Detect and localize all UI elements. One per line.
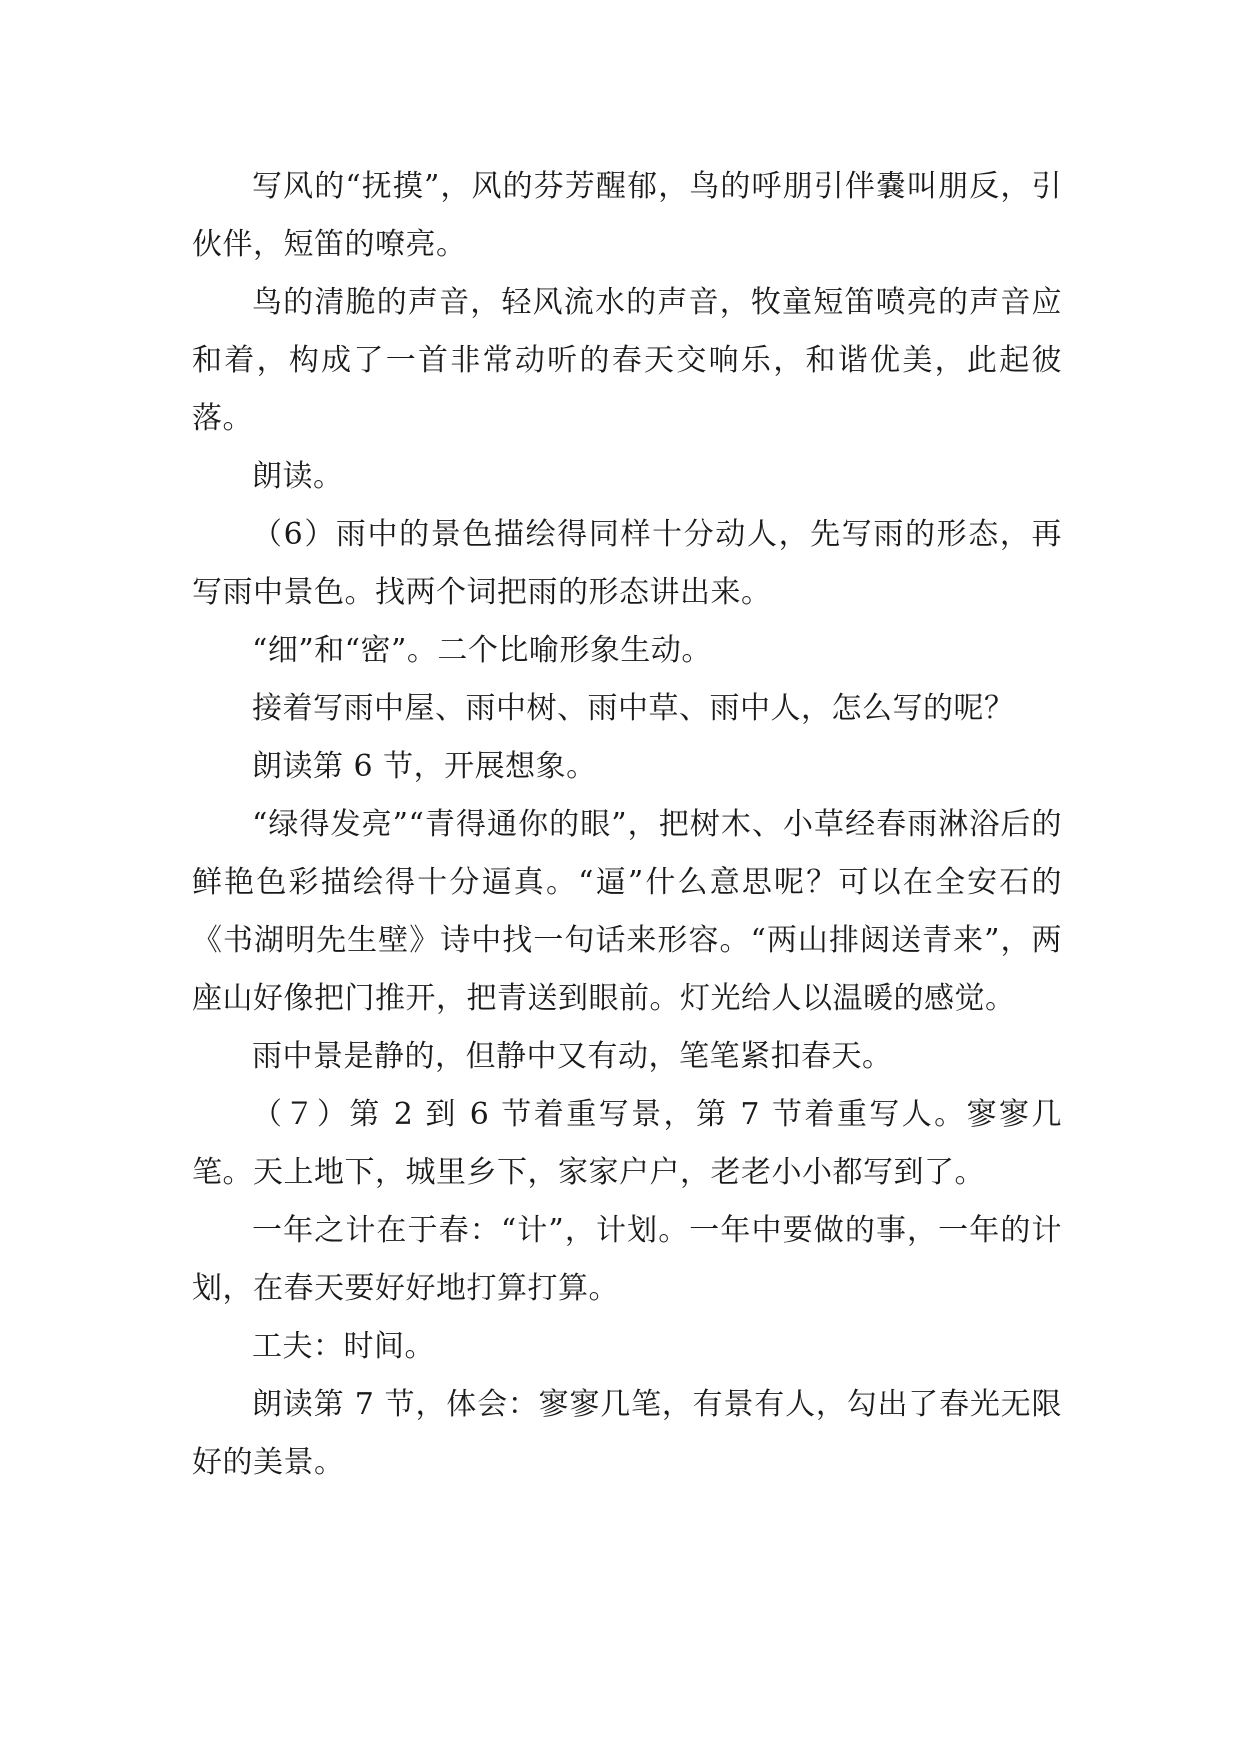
paragraph: 朗读。: [252, 459, 344, 494]
paragraph: 朗读第 7 节，体会：寥寥几笔，有景有人，勾出了春光无限好的美景。: [192, 1387, 1062, 1480]
document-page: [192, 158, 1062, 1492]
paragraph: （6）雨中的景色描绘得同样十分动人，先写雨的形态，再写雨中景色。找两个词把雨的形态讲出来。: [192, 517, 1062, 610]
paragraph: “绿得发亮”“青得通你的眼”，把树木、小草经春雨淋浴后的鲜艳色彩描绘得十分逼真。“逼”什么意思呢？可以在全安石的《书湖明先生壁》诗中找一句话来形容。“两山排闼送青来”，两座山好像把门推开，把青送到眼前。灯光给人以温暖的感觉。: [192, 807, 1062, 1016]
paragraph: 写风的“抚摸”，风的芬芳醒郁，鸟的呼朋引伴嚢叫朋反，引伙伴，短笛的嘹亮。: [192, 169, 1062, 262]
paragraph: 鸟的清脆的声音，轻风流水的声音，牧童短笛喷亮的声音应和着，构成了一首非常动听的春天交响乐，和谐优美，此起彼落。: [192, 285, 1062, 436]
paragraph: 工夫：时间。: [252, 1329, 435, 1364]
paragraph: 接着写雨中屋、雨中树、雨中草、雨中人，怎么写的呢？: [252, 691, 1015, 726]
paragraph: （７）第 2 到 6 节着重写景，第 7 节着重写人。寥寥几笔。天上地下，城里乡下，家家户户，老老小小都写到了。: [192, 1097, 1062, 1190]
paragraph: 雨中景是静的，但静中又有动，笔笔紧扣春天。: [252, 1039, 893, 1074]
paragraph: “细”和“密”。二个比喻形象生动。: [252, 633, 712, 668]
paragraph: 一年之计在于春：“计”，计划。一年中要做的事，一年的计划，在春天要好好地打算打算。: [192, 1213, 1062, 1306]
paragraph: 朗读第 6 节，开展想象。: [252, 749, 597, 784]
